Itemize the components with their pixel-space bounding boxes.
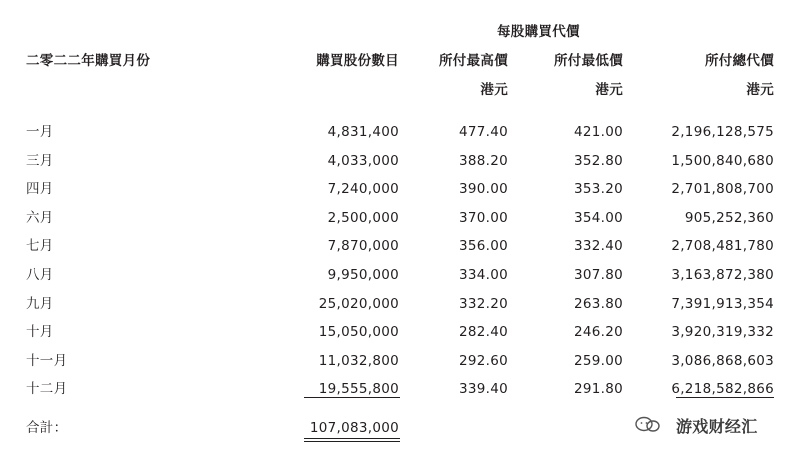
subtotal-rule-shares	[304, 397, 400, 398]
col-header-month: 二零二二年購買月份	[26, 53, 151, 69]
total-consideration-cell: 905,252,360	[684, 209, 774, 226]
month-cell: 八月	[26, 267, 54, 283]
col-header-high: 所付最高價	[439, 53, 508, 69]
high-price-cell: 370.00	[458, 209, 508, 226]
col-header-total: 所付總代價	[705, 53, 774, 69]
month-cell: 六月	[26, 209, 54, 226]
shares-cell: 11,032,800	[318, 352, 399, 369]
low-price-cell: 291.80	[573, 381, 623, 398]
shares-cell: 25,020,000	[318, 295, 399, 312]
high-price-cell: 388.20	[458, 152, 508, 169]
total-label: 合計：	[26, 420, 68, 436]
shares-cell: 9,950,000	[327, 267, 399, 283]
table-row	[0, 296, 800, 312]
high-price-cell: 282.40	[458, 324, 508, 341]
shares-cell: 15,050,000	[318, 324, 399, 341]
total-consideration-cell: 1,500,840,680	[671, 152, 774, 169]
high-price-cell: 339.40	[458, 381, 508, 398]
high-price-cell: 477.40	[458, 124, 508, 140]
subtotal-rule-total	[676, 397, 774, 398]
total-consideration-cell: 3,086,868,603	[671, 352, 774, 369]
group-header: 每股購買代價	[497, 24, 580, 40]
month-cell: 七月	[26, 238, 54, 255]
month-cell: 十月	[26, 324, 54, 341]
high-price-cell: 334.00	[458, 267, 508, 283]
table-row	[0, 238, 800, 254]
total-consideration-cell: 3,920,319,332	[671, 324, 774, 341]
low-price-cell: 263.80	[573, 295, 623, 312]
shares-cell: 19,555,800	[318, 381, 399, 398]
col-header-low: 所付最低價	[554, 53, 623, 69]
col-header-shares: 購買股份數目	[316, 53, 399, 69]
month-cell: 十一月	[26, 352, 68, 369]
low-price-cell: 354.00	[573, 209, 623, 226]
high-price-cell: 390.00	[458, 181, 508, 198]
table-row	[0, 210, 800, 226]
low-price-cell: 421.00	[573, 124, 623, 140]
total-shares: 107,083,000	[309, 420, 399, 436]
total-rule-shares-1	[304, 438, 400, 439]
unit-total: 港元	[746, 82, 774, 98]
unit-high: 港元	[480, 82, 508, 98]
table-row	[0, 353, 800, 369]
month-cell: 十二月	[26, 381, 68, 398]
low-price-cell: 332.40	[573, 238, 623, 255]
low-price-cell: 353.20	[573, 181, 623, 198]
high-price-cell: 292.60	[458, 352, 508, 369]
table-row	[0, 153, 800, 169]
wechat-icon	[634, 415, 674, 433]
shares-cell: 2,500,000	[327, 209, 399, 226]
table-row	[0, 381, 800, 397]
table-row	[0, 181, 800, 197]
low-price-cell: 259.00	[573, 352, 623, 369]
month-cell: 一月	[26, 124, 54, 140]
low-price-cell: 246.20	[573, 324, 623, 341]
watermark-text: 游戏财经汇	[676, 417, 758, 436]
low-price-cell: 307.80	[573, 267, 623, 283]
table-row	[0, 124, 800, 140]
total-consideration-cell: 2,196,128,575	[671, 124, 774, 140]
month-cell: 三月	[26, 152, 54, 169]
high-price-cell: 332.20	[458, 295, 508, 312]
shares-cell: 7,240,000	[327, 181, 399, 198]
total-consideration-cell: 6,218,582,866	[671, 381, 774, 398]
shares-cell: 4,033,000	[327, 152, 399, 169]
shares-cell: 4,831,400	[327, 124, 399, 140]
total-consideration-cell: 3,163,872,380	[671, 267, 774, 283]
month-cell: 四月	[26, 181, 54, 198]
table-row	[0, 324, 800, 340]
unit-low: 港元	[595, 82, 623, 98]
month-cell: 九月	[26, 295, 54, 312]
low-price-cell: 352.80	[573, 152, 623, 169]
total-consideration-cell: 2,708,481,780	[671, 238, 774, 255]
shares-cell: 7,870,000	[327, 238, 399, 255]
high-price-cell: 356.00	[458, 238, 508, 255]
total-rule-shares-2	[304, 441, 400, 442]
total-consideration-cell: 7,391,913,354	[671, 295, 774, 312]
table-row	[0, 267, 800, 283]
total-consideration-cell: 2,701,808,700	[671, 181, 774, 198]
